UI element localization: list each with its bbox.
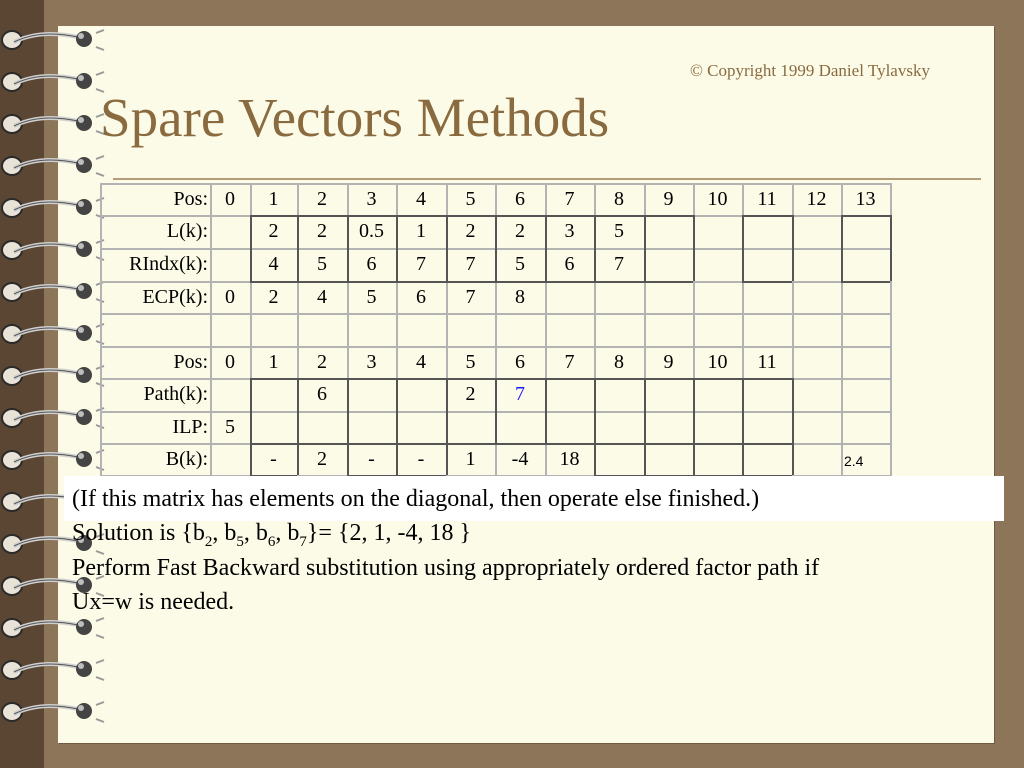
table-cell: 12	[806, 188, 827, 210]
table-cell	[742, 378, 792, 410]
table-cell	[210, 313, 250, 345]
table-cell: 3	[564, 220, 575, 242]
table-cell	[210, 248, 250, 280]
row-label-pos2: Pos:	[173, 351, 208, 373]
table-cell	[693, 215, 742, 247]
table-cell: 7	[465, 253, 476, 275]
binder-ring-icon	[0, 657, 120, 683]
table-cell	[644, 215, 693, 247]
table-cell: 11	[757, 188, 777, 210]
table-cell	[841, 215, 890, 247]
table-cell: 2	[317, 351, 327, 373]
table-cell	[693, 248, 742, 280]
table-cell	[396, 378, 446, 410]
table-cell: 0	[225, 286, 235, 308]
table-cell: 1	[268, 188, 279, 210]
table-cell	[250, 378, 297, 410]
table-cell	[210, 443, 250, 475]
table-cell	[347, 411, 396, 443]
table-cell: 1	[465, 448, 476, 470]
table-cell: -	[368, 448, 375, 470]
table-cell	[396, 313, 446, 345]
table-cell	[644, 313, 693, 345]
table-cell	[841, 281, 890, 313]
table-cell	[594, 313, 644, 345]
table-cell	[250, 313, 297, 345]
table-cell	[742, 215, 792, 247]
table-cell	[693, 443, 742, 475]
table-cell	[210, 378, 250, 410]
table-cell: 6	[515, 188, 525, 210]
table-cell: 8	[515, 286, 525, 308]
table-cell	[792, 411, 841, 443]
page-number: 2.4	[844, 453, 864, 469]
table-cell: 2	[465, 220, 476, 242]
table-cell: 5	[465, 188, 476, 210]
table-cell	[347, 313, 396, 345]
row-label-rindx: RIndx(k):	[129, 253, 208, 275]
table-cell: 0	[225, 188, 235, 210]
table-cell	[644, 281, 693, 313]
table-cell	[742, 411, 792, 443]
table-cell: 7	[564, 351, 575, 373]
table-cell	[594, 411, 644, 443]
table-cell	[792, 443, 841, 475]
table-cell	[841, 313, 890, 345]
table-cell	[693, 411, 742, 443]
table-cell: 6	[416, 286, 426, 308]
table-cell: 5	[225, 416, 235, 438]
table-cell	[495, 411, 545, 443]
row-label-spacer	[100, 313, 208, 345]
table-cell	[347, 378, 396, 410]
table-cell: 2	[515, 220, 525, 242]
table-cell: 0	[225, 351, 235, 373]
title-divider	[113, 178, 981, 180]
row-label-path: Path(k):	[143, 383, 208, 405]
table-cell	[495, 313, 545, 345]
table-cell	[742, 313, 792, 345]
binder-ring-icon	[0, 699, 120, 725]
table-cell: 2	[317, 188, 327, 210]
table-cell	[792, 215, 841, 247]
table-cell: 3	[366, 188, 377, 210]
table-cell: 6	[564, 253, 575, 275]
table-cell: 5	[317, 253, 327, 275]
table-cell: 7	[416, 253, 426, 275]
table-cell: 4	[317, 286, 327, 308]
text-line-instruction-cont: Ux=w is needed.	[72, 589, 235, 615]
table-cell: 4	[416, 351, 426, 373]
text-line-condition: (If this matrix has elements on the diagonal, then operate else finished.)	[72, 486, 760, 512]
table-cell: 13	[855, 188, 876, 210]
table-cell: 7	[465, 286, 476, 308]
table-cell: 2	[465, 383, 476, 405]
table-cell: 6	[366, 253, 377, 275]
row-label-pos: Pos:	[173, 188, 208, 210]
table-cell: 2	[317, 220, 327, 242]
table-cell	[841, 346, 890, 378]
table-cell	[742, 443, 792, 475]
table-cell	[545, 281, 594, 313]
table-cell	[693, 378, 742, 410]
table-cell	[644, 248, 693, 280]
table-cell	[594, 378, 644, 410]
table-cell	[792, 378, 841, 410]
table-cell	[396, 411, 446, 443]
table-cell: 6	[317, 383, 327, 405]
table-cell	[693, 281, 742, 313]
table-cell	[250, 411, 297, 443]
table-cell	[210, 215, 250, 247]
table-cell: 9	[663, 351, 674, 373]
table-cell	[594, 443, 644, 475]
table-cell	[545, 313, 594, 345]
table-cell	[841, 443, 890, 475]
table-cell: 1	[416, 220, 426, 242]
row-label-ecp: ECP(k):	[142, 286, 208, 308]
table-cell: 5	[465, 351, 476, 373]
table-cell	[792, 248, 841, 280]
table-cell: -4	[511, 448, 529, 470]
table-cell: 8	[614, 188, 624, 210]
table-cell	[841, 378, 890, 410]
table-cell: 10	[707, 351, 728, 373]
table-cell: 5	[614, 220, 624, 242]
copyright-notice: © Copyright 1999 Daniel Tylavsky	[690, 61, 930, 80]
text-line-instruction: Perform Fast Backward substitution using appropriately ordered factor path if	[72, 555, 820, 581]
table-cell	[446, 313, 495, 345]
table-cell	[792, 346, 841, 378]
table-cell	[297, 411, 347, 443]
table-cell	[742, 248, 792, 280]
table-cell: 2	[268, 220, 279, 242]
sparse-vector-table	[100, 183, 894, 476]
table-cell	[594, 281, 644, 313]
table-cell: 3	[366, 351, 377, 373]
table-cell	[792, 281, 841, 313]
table-cell	[545, 378, 594, 410]
table-cell: 6	[515, 351, 525, 373]
table-cell: 18	[559, 448, 580, 470]
table-cell	[644, 443, 693, 475]
table-cell: 0.5	[359, 220, 384, 242]
table-cell: 4	[416, 188, 426, 210]
table-cell	[693, 313, 742, 345]
table-cell: 2	[268, 286, 279, 308]
table-cell: 9	[663, 188, 674, 210]
binder-ring-icon	[0, 615, 120, 641]
table-cell	[297, 313, 347, 345]
table-cell: 8	[614, 351, 624, 373]
table-cell: 1	[268, 351, 279, 373]
table-cell	[644, 378, 693, 410]
table-cell	[545, 411, 594, 443]
row-label-bk: B(k):	[165, 448, 208, 470]
table-cell	[841, 411, 890, 443]
binder-ring-icon	[0, 153, 120, 179]
binder-ring-icon	[0, 27, 120, 53]
table-cell: 2	[317, 448, 327, 470]
table-cell	[742, 281, 792, 313]
table-cell	[841, 248, 890, 280]
table-cell: 4	[268, 253, 279, 275]
row-label-lk: L(k):	[166, 220, 208, 242]
table-cell: 7	[614, 253, 624, 275]
text-line-solution: Solution is {$b_2$, $b_5$, $b_6$, $b_7\}= \{2$, 1, -4, 18 }	[72, 520, 471, 550]
row-label-ilp: ILP:	[172, 416, 208, 438]
table-cell: -	[417, 448, 425, 470]
slide-title: Spare Vectors Methods	[100, 87, 610, 148]
table-cell	[446, 411, 495, 443]
table-cell: 5	[366, 286, 377, 308]
table-cell: -	[270, 448, 277, 470]
table-cell: 10	[707, 188, 728, 210]
table-cell: 7	[515, 383, 525, 405]
table-cell: 5	[515, 253, 525, 275]
table-cell: 7	[564, 188, 575, 210]
table-cell	[792, 313, 841, 345]
table-cell	[644, 411, 693, 443]
table-cell: 11	[757, 351, 777, 373]
